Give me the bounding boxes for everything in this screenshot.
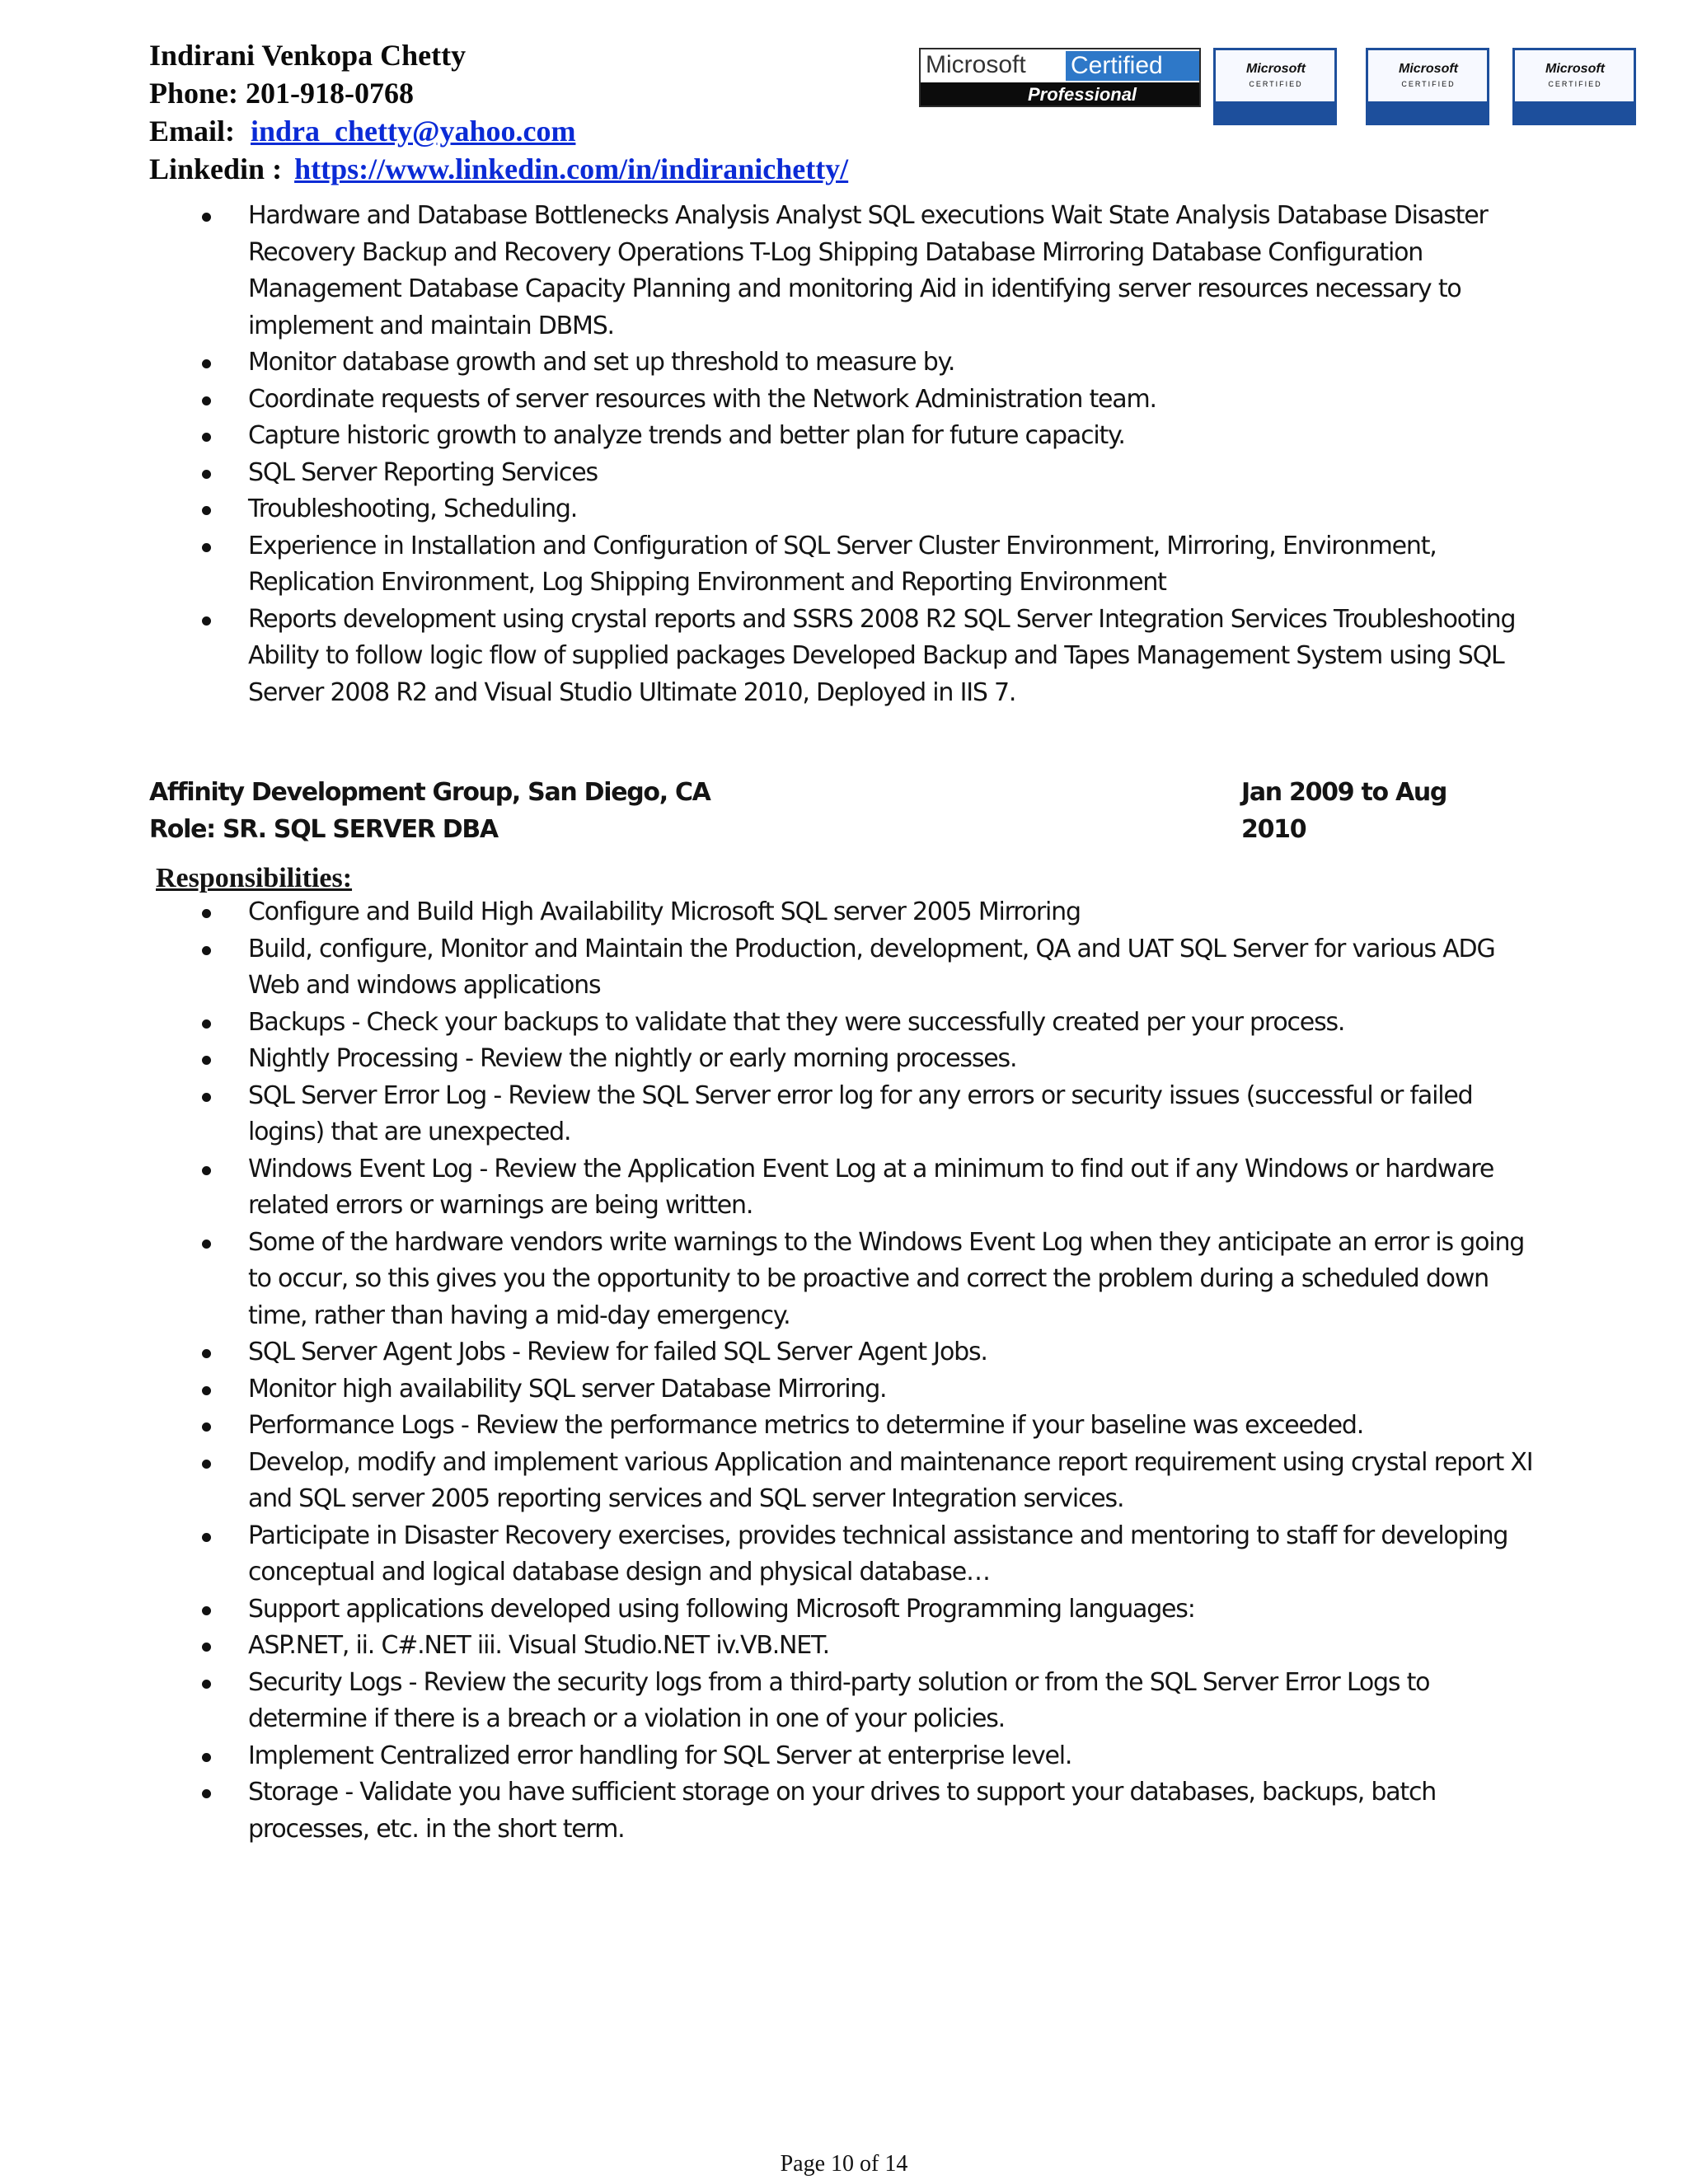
- cert-badge-title: Microsoft: [1399, 62, 1458, 76]
- mcp-professional: Professional: [1028, 84, 1137, 105]
- bullet-icon: [202, 506, 211, 515]
- list-item: Storage - Validate you have sufficient storage on your drives to support your databases, backups, batch processes, etc. in the short term.: [149, 1774, 1550, 1848]
- linkedin-line: [149, 150, 848, 188]
- list-item: Reports development using crystal reports and SSRS 2008 R2 SQL Server Integration Services Troubleshooting Ability to follow logic flow of supplied packages Developed Backup and Tapes Management System using SQL Server 2008 R2 and Visual Studio Ultimate 2010, Deployed in IIS 7.: [149, 602, 1550, 712]
- resume-body: [149, 198, 1550, 1848]
- bullet-icon: [202, 433, 211, 442]
- page-number: Page 10 of 14: [780, 2151, 908, 2177]
- phone-label: Phone:: [149, 77, 238, 110]
- bullet-icon: [202, 616, 211, 626]
- contact-header: [149, 36, 848, 188]
- company-name: Affinity Development Group, San Diego, CA: [149, 778, 710, 807]
- cert-badge: [1366, 48, 1489, 125]
- list-item: Monitor high availability SQL server Database Mirroring.: [149, 1371, 1550, 1408]
- bullet-icon: [202, 1166, 211, 1175]
- list-item: Security Logs - Review the security logs from a third-party solution or from the SQL Server Error Logs to determine if there is a breach or a violation in one of your policies.: [149, 1665, 1550, 1738]
- bullet-icon: [202, 946, 211, 955]
- list-item: ASP.NET, ii. C#.NET iii. Visual Studio.NET iv.VB.NET.: [149, 1628, 1550, 1665]
- mcp-brand: Microsoft: [926, 51, 1026, 78]
- cert-badge: [1213, 48, 1337, 125]
- cert-badge: [1512, 48, 1636, 125]
- list-item: Monitor database growth and set up threshold to measure by.: [149, 344, 1550, 382]
- email-label: Email:: [149, 115, 235, 148]
- list-item: SQL Server Reporting Services: [149, 455, 1550, 492]
- bullet-icon: [202, 1643, 211, 1652]
- bullet-icon: [202, 1680, 211, 1689]
- mcp-logo: [919, 48, 1201, 107]
- phone-number: 201-918-0768: [246, 77, 414, 110]
- list-item: SQL Server Agent Jobs - Review for failed SQL Server Agent Jobs.: [149, 1334, 1550, 1371]
- cert-badge-subtitle: CERTIFIED: [1401, 80, 1456, 88]
- bullet-icon: [202, 1533, 211, 1542]
- bullet-icon: [202, 1386, 211, 1395]
- list-item: Experience in Installation and Configuration of SQL Server Cluster Environment, Mirroring, Environment, Replication Environment, Log Shipping Environment and Reporting Environment: [149, 528, 1550, 602]
- bullet-icon: [202, 1240, 211, 1249]
- list-item: Capture historic growth to analyze trends and better plan for future capacity.: [149, 418, 1550, 455]
- bullet-icon: [202, 1753, 211, 1762]
- list-item: Windows Event Log - Review the Application Event Log at a minimum to find out if any Windows or hardware related errors or warnings are being written.: [149, 1151, 1550, 1225]
- list-item: Some of the hardware vendors write warnings to the Windows Event Log when they anticipate an error is going to occur, so this gives you the opportunity to be proactive and correct the problem during a scheduled down time, rather than having a mid-day emergency.: [149, 1225, 1550, 1335]
- phone-line: [149, 74, 848, 112]
- bullet-icon: [202, 1056, 211, 1065]
- list-item: Build, configure, Monitor and Maintain the Production, development, QA and UAT SQL Server for various ADG Web and windows applications: [149, 931, 1550, 1005]
- cert-badge-title: Microsoft: [1246, 62, 1306, 76]
- cert-badge-subtitle: CERTIFIED: [1249, 80, 1303, 88]
- bullet-icon: [202, 1460, 211, 1469]
- bullet-icon: [202, 1093, 211, 1102]
- responsibilities-heading: Responsibilities:: [156, 863, 353, 893]
- list-item: Implement Centralized error handling for SQL Server at enterprise level.: [149, 1738, 1550, 1775]
- list-item: Coordinate requests of server resources with the Network Administration team.: [149, 382, 1550, 419]
- list-item: Participate in Disaster Recovery exercises, provides technical assistance and mentoring to staff for developing conceptual and logical database design and physical database…: [149, 1518, 1550, 1591]
- list-item: Performance Logs - Review the performance metrics to determine if your baseline was exceeded.: [149, 1408, 1550, 1445]
- bullet-icon: [202, 1019, 211, 1029]
- bullet-icon: [202, 1606, 211, 1615]
- cert-badge-subtitle: CERTIFIED: [1548, 80, 1602, 88]
- bullet-icon: [202, 359, 211, 368]
- list-item: Backups - Check your backups to validate that they were successfully created per your process.: [149, 1005, 1550, 1042]
- mcp-certified: Certified: [1066, 51, 1199, 81]
- bullet-icon: [202, 1349, 211, 1358]
- list-item: Configure and Build High Availability Microsoft SQL server 2005 Mirroring: [149, 894, 1550, 931]
- list-item: Nightly Processing - Review the nightly or early morning processes.: [149, 1041, 1550, 1078]
- bullet-icon: [202, 470, 211, 479]
- bullet-icon: [202, 396, 211, 405]
- previous-job-bullets: [149, 198, 1550, 711]
- list-item: Hardware and Database Bottlenecks Analysis Analyst SQL executions Wait State Analysis Database Disaster Recovery Backup and Recovery Operations T-Log Shipping Database Mirroring Database Configuration Management Database Capacity Planning and monitoring Aid in identifying server resources necessary to implement and maintain DBMS.: [149, 198, 1550, 344]
- job-role: Role: SR. SQL SERVER DBA: [149, 815, 498, 844]
- candidate-name: Indirani Venkopa Chetty: [149, 39, 467, 72]
- responsibilities-list: [149, 894, 1550, 1848]
- list-item: Support applications developed using following Microsoft Programming languages:: [149, 1591, 1550, 1629]
- bullet-icon: [202, 213, 211, 222]
- bullet-icon: [202, 1422, 211, 1432]
- cert-badge-title: Microsoft: [1545, 62, 1605, 76]
- job-dates: Jan 2009 to Aug 2010: [1241, 778, 1447, 844]
- linkedin-link[interactable]: https://www.linkedin.com/in/indiranichetty/: [294, 152, 849, 185]
- bullet-icon: [202, 1789, 211, 1798]
- list-item: SQL Server Error Log - Review the SQL Server error log for any errors or security issues (successful or failed logins) that are unexpected.: [149, 1078, 1550, 1151]
- bullet-icon: [202, 543, 211, 552]
- email-link[interactable]: indra_chetty@yahoo.com: [251, 115, 576, 148]
- bullet-icon: [202, 909, 211, 918]
- list-item: Develop, modify and implement various Application and maintenance report requirement using crystal report XI and SQL server 2005 reporting services and SQL server Integration services.: [149, 1445, 1550, 1518]
- email-line: [149, 112, 848, 150]
- linkedin-label: Linkedin :: [149, 152, 283, 185]
- list-item: Troubleshooting, Scheduling.: [149, 491, 1550, 528]
